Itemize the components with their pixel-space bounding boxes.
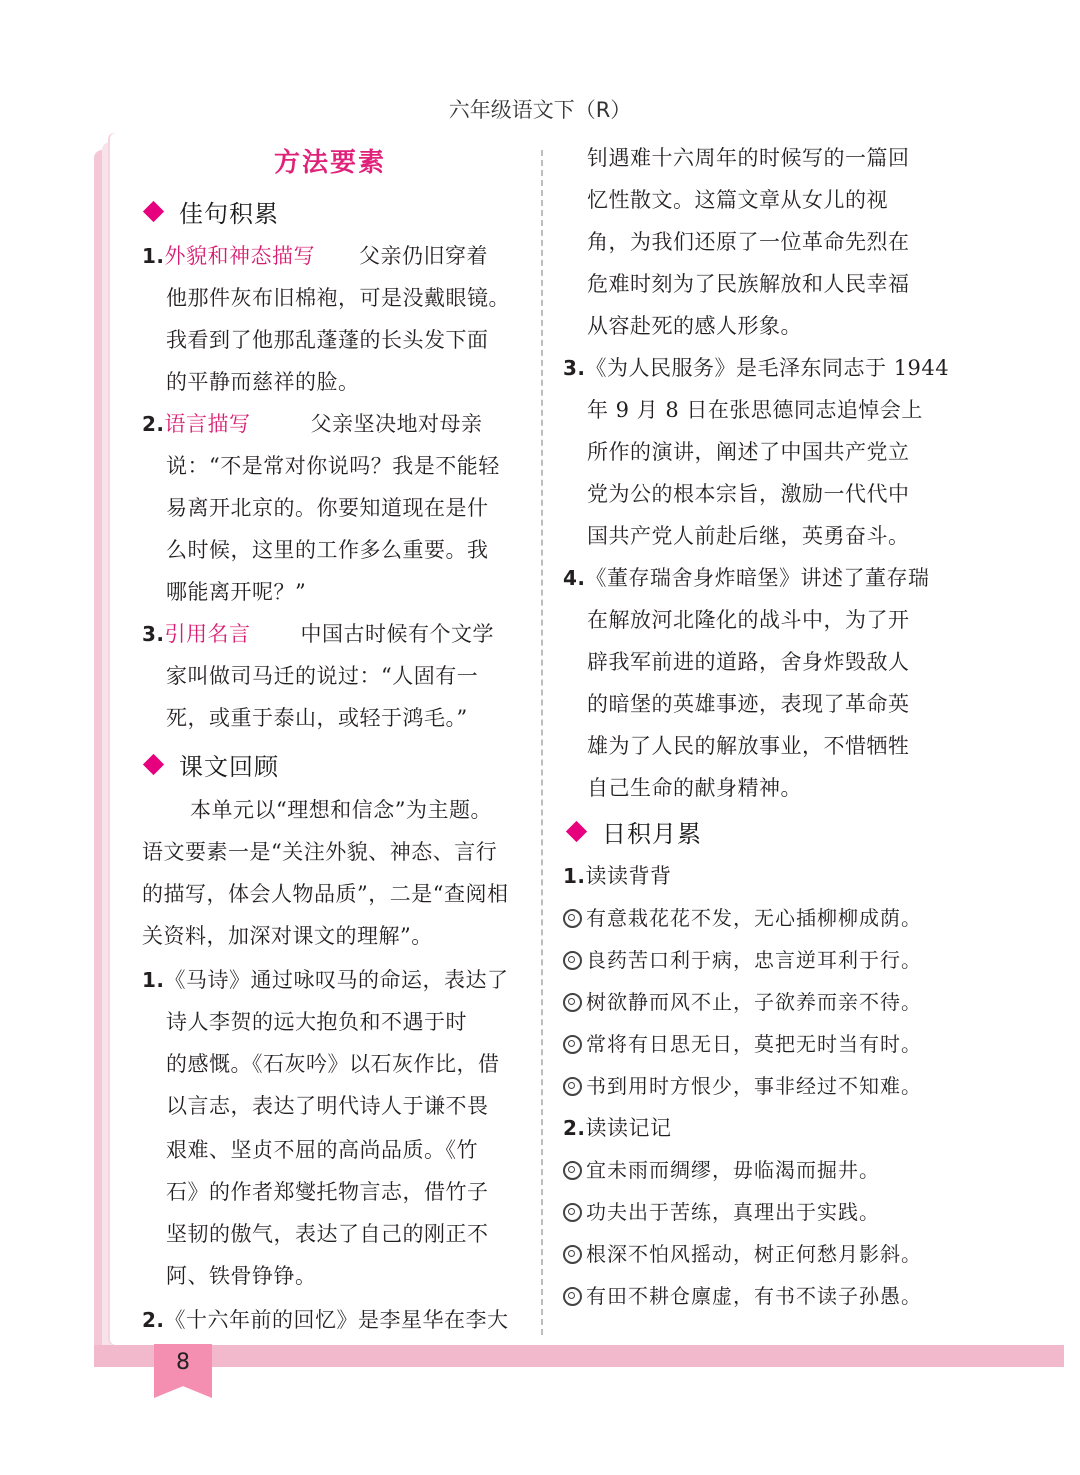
heading-kewen-text: 课文回顾: [179, 752, 279, 781]
kewen-item-1-line-7: 坚韧的傲气，表达了自己的刚正不: [166, 1222, 489, 1246]
jiaju-item-1-line-3: 我看到了他那乱蓬蓬的长头发下面: [166, 328, 489, 352]
diamond-icon: [143, 200, 164, 221]
kewen-intro-line-2: 语文要素一是“关注外貌、神态、言行: [142, 840, 498, 864]
proverb-item: [563, 1149, 880, 1191]
item-text: 《十六年前的回忆》是李星华在李大: [164, 1308, 509, 1332]
riji-group-2-title: [563, 1107, 672, 1149]
heading-riji: [563, 813, 702, 849]
item-text: 《为人民服务》是毛泽东同志于 1944: [585, 356, 950, 380]
proverb-text: 常将有日思无日，莫把无时当有时。: [586, 1032, 922, 1056]
double-circle-icon: [563, 951, 582, 970]
kewen-item-3-line-1: [563, 347, 949, 389]
kewen-item-3-line-4: 党为公的根本宗旨，激励一代代中: [587, 482, 910, 506]
page-number: 8: [176, 1350, 190, 1375]
heading-jiaju-text: 佳句积累: [179, 199, 279, 228]
jiaju-item-3-line-1: [142, 613, 494, 655]
kewen-item-2-line-4: 角，为我们还原了一位革命先烈在: [587, 230, 910, 254]
item-text: 中国古时候有个文学: [300, 622, 495, 646]
jiaju-item-3-line-2: 家叫做司马迁的说过：“人固有一: [166, 664, 479, 688]
kewen-item-1-line-5: 艰难、坚贞不屈的高尚品质。《竹: [166, 1138, 478, 1162]
jiaju-item-1-line-1: [142, 235, 488, 277]
double-circle-icon: [563, 909, 582, 928]
kewen-item-2-line-6: 从容赴死的感人形象。: [587, 314, 802, 338]
kewen-item-4-line-1: [563, 557, 930, 599]
jiaju-item-2-line-5: 哪能离开呢？”: [166, 580, 307, 604]
item-number: 1.: [142, 968, 165, 992]
proverb-text: 有田不耕仓廪虚，有书不读子孙愚。: [586, 1284, 922, 1308]
item-number: 1.: [563, 864, 586, 888]
kewen-item-2-line-5: 危难时刻为了民族解放和人民幸福: [587, 272, 910, 296]
kewen-item-3-line-2: 年 9 月 8 日在张思德同志追悼会上: [587, 398, 923, 422]
group-title: 读读记记: [585, 1116, 672, 1140]
kewen-item-2-line-2: 钊遇难十六周年的时候写的一篇回: [587, 146, 910, 170]
double-circle-icon: [563, 1161, 582, 1180]
heading-kewen: [140, 746, 279, 782]
item-label: 引用名言: [164, 622, 251, 646]
item-number: 2.: [563, 1116, 586, 1140]
double-circle-icon: [563, 993, 582, 1012]
double-circle-icon: [563, 1203, 582, 1222]
kewen-item-2-line-3: 忆性散文。这篇文章从女儿的视: [587, 188, 888, 212]
kewen-intro-line-4: 关资料，加深对课文的理解”。: [142, 924, 433, 948]
kewen-item-4-line-3: 辟我军前进的道路，舍身炸毁敌人: [587, 650, 910, 674]
proverb-text: 书到用时方恨少，事非经过不知难。: [586, 1074, 922, 1098]
kewen-item-1-line-1: [142, 959, 509, 1001]
diamond-icon: [566, 820, 587, 841]
double-circle-icon: [563, 1077, 582, 1096]
proverb-item: [563, 1233, 922, 1275]
item-label: 语言描写: [164, 412, 251, 436]
proverb-text: 良药苦口利于病，忠言逆耳利于行。: [586, 948, 922, 972]
kewen-item-1-line-8: 阿、铁骨铮铮。: [166, 1264, 317, 1288]
jiaju-item-1-line-4: 的平静而慈祥的脸。: [166, 370, 360, 394]
item-number: 3.: [142, 622, 165, 646]
item-number: 3.: [563, 356, 586, 380]
kewen-item-2-line-1: [142, 1299, 509, 1341]
proverb-item: [563, 1023, 922, 1065]
jiaju-item-1-line-2: 他那件灰布旧棉袍，可是没戴眼镜。: [166, 286, 510, 310]
kewen-intro-line-3: 的描写，体会人物品质”，二是“查阅相: [142, 882, 509, 906]
item-number: 2.: [142, 1308, 165, 1332]
jiaju-item-3-line-3: 死，或重于泰山，或轻于鸿毛。”: [166, 706, 468, 730]
proverb-text: 树欲静而风不止，子欲养而亲不待。: [586, 990, 922, 1014]
item-text: 父亲坚决地对母亲: [310, 412, 483, 436]
kewen-intro-line-1: 本单元以“理想和信念”为主题。: [190, 798, 492, 822]
kewen-item-4-line-4: 的暗堡的英雄事迹，表现了革命英: [587, 692, 910, 716]
kewen-item-1-line-3: 的感慨。《石灰吟》以石灰作比，借: [166, 1052, 500, 1076]
item-text: 父亲仍旧穿着: [359, 244, 489, 268]
double-circle-icon: [563, 1245, 582, 1264]
proverb-text: 根深不怕风摇动，树正何愁月影斜。: [586, 1242, 922, 1266]
double-circle-icon: [563, 1035, 582, 1054]
proverb-text: 宜未雨而绸缪，毋临渴而掘井。: [586, 1158, 880, 1182]
double-circle-icon: [563, 1287, 582, 1306]
item-number: 1.: [142, 244, 165, 268]
kewen-item-1-line-4: 以言志，表达了明代诗人于谦不畏: [166, 1094, 489, 1118]
diamond-icon: [143, 753, 164, 774]
proverb-item: [563, 1065, 922, 1107]
kewen-item-4-line-5: 雄为了人民的解放事业，不惜牺牲: [587, 734, 910, 758]
running-header: 六年级语文下（R）: [448, 98, 632, 122]
item-number: 2.: [142, 412, 165, 436]
kewen-item-1-line-6: 石》的作者郑燮托物言志，借竹子: [166, 1180, 489, 1204]
proverb-item: [563, 1275, 922, 1317]
kewen-item-4-line-6: 自己生命的献身精神。: [587, 776, 802, 800]
heading-riji-text: 日积月累: [602, 819, 702, 848]
proverb-item: [563, 939, 922, 981]
jiaju-item-2-line-3: 易离开北京的。你要知道现在是什: [166, 496, 489, 520]
riji-group-1-title: [563, 855, 672, 897]
kewen-item-1-line-2: 诗人李贺的远大抱负和不遇于时: [166, 1010, 467, 1034]
page-bottom-band: [94, 1345, 1064, 1367]
jiaju-item-2-line-2: 说：“不是常对你说吗？我是不能轻: [166, 454, 500, 478]
kewen-item-3-line-5: 国共产党人前赴后继，英勇奋斗。: [587, 524, 910, 548]
column-divider: [541, 150, 543, 1335]
proverb-item: [563, 981, 922, 1023]
item-label: 外貌和神态描写: [164, 244, 316, 268]
proverb-text: 有意栽花花不发，无心插柳柳成荫。: [586, 906, 922, 930]
jiaju-item-2-line-4: 么时候，这里的工作多么重要。我: [166, 538, 489, 562]
item-number: 4.: [563, 566, 586, 590]
jiaju-item-2-line-1: [142, 403, 483, 445]
group-title: 读读背背: [585, 864, 672, 888]
item-text: 《董存瑞舍身炸暗堡》讲述了董存瑞: [585, 566, 930, 590]
item-text: 《马诗》通过咏叹马的命运，表达了: [164, 968, 509, 992]
heading-jiaju: [140, 193, 279, 229]
kewen-item-4-line-2: 在解放河北隆化的战斗中，为了开: [587, 608, 910, 632]
proverb-text: 功夫出于苦练，真理出于实践。: [586, 1200, 880, 1224]
kewen-item-3-line-3: 所作的演讲，阐述了中国共产党立: [587, 440, 910, 464]
section-title: 方法要素: [273, 148, 386, 178]
proverb-item: [563, 1191, 880, 1233]
proverb-item: [563, 897, 922, 939]
